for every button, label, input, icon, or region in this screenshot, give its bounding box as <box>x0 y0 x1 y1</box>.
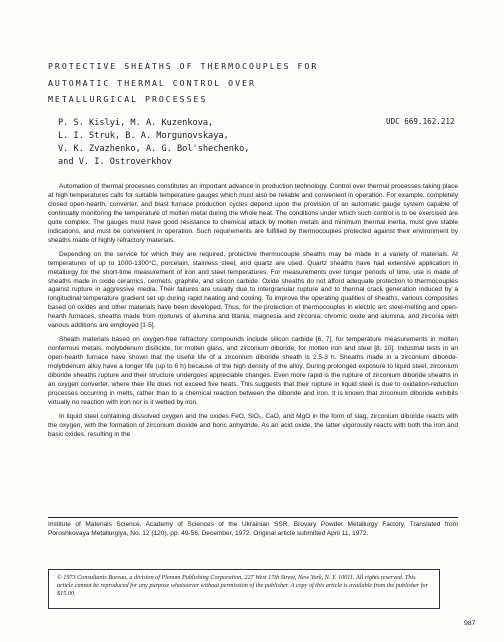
author-list <box>58 117 308 169</box>
author-line: L. I. Struk, B. A. Morgunovskaya, <box>58 131 229 141</box>
title-line: PROTECTIVE SHEATHS OF THERMOCOUPLES FOR <box>48 61 319 71</box>
author-line: P. S. Kislyi, M. A. Kuzenkova, <box>58 118 214 128</box>
body-paragraph: Automation of thermal processes constitutes an important advance in production technology. Control over thermal processes taking place at high temperatures calls for suitable temperature gauges which must also be reliable and convenient in operation. For example, completely closed open-hearth, converter, and blast furnace production cycles depend upon the provision of an automatic gauge system capable of continually monitoring the temperature of molten metal during the whole heat. The conditions under which such control is to be exercised are quite complex. The gauges must have good resistance to chemical attack by molten metals and minimum thermal inertia, must give stable indications, and must be convenient in operation. Such requirements are fulfilled by thermocouples protected against their environment by sheaths made of highly refractory materials. <box>48 183 458 244</box>
author-line: and V. I. Ostroverkhov <box>58 157 172 167</box>
title-line: METALLURGICAL PROCESSES <box>48 94 208 104</box>
body-paragraph: Sheath materials based on oxygen-free refractory compounds include silicon carbide [6, 7], for temperature measurements in molten nonferrous metals, molybdenum disilicide, for molten glass, and zirconium diboride, for molten iron and steel [8, 10]. Industrial tests in an open-hearth furnace have shown that the useful life of a zirconium diboride sheath is 2.5-3 h. Sheaths made in a zirconium diboride-molybdenum alloy have a longer life (up to 6 h) because of the high density of the alloy. During prolonged exposure to liquid steel, zirconium diboride sheaths rupture and their structure undergoes appreciable changes. Even more rapid is the rupture of zirconium diboride sheaths in an oxygen converter, where their life does not exceed five heats. This suggests that their rupture in liquid steel is due to oxidation-reduction processes occurring in melts, rather than to a chemical reaction between the diboride and iron. It is known that zirconium diboride exhibits virtually no reaction with iron nor is it wetted by iron. <box>48 336 458 406</box>
body-paragraph: In liquid steel containing dissolved oxygen and the oxides FeO, SiO₂, CaO, and MgO in the form of slag, zirconium diboride reacts with the oxygen, with the formation of zirconium dioxide and boric anhydride. As an acid oxide, the latter vigorously reacts with both the iron and basic oxides, resulting in the <box>48 412 458 438</box>
article-body <box>48 183 458 445</box>
title-line: AUTOMATIC THERMAL CONTROL OVER <box>48 77 256 88</box>
affiliation-footnote: Institute of Materials Science, Academy of Sciences of the Ukrainian SSR. Brovary Powder Metallurgy Factory. Translated from Poroshkovaya Metallurgiya, No. 12 (120), pp. 49-56, December, 1972. Original article submitted April 11, 1972. <box>48 521 458 537</box>
article-title <box>48 58 348 108</box>
footnote-divider <box>48 517 458 518</box>
udc-code: UDC 669.162.212 <box>386 117 455 126</box>
copyright-notice: © 1973 Consultants Bureau, a division of Plenum Publishing Corporation, 227 West 17th Street, New York, N. Y. 10011. All rights reserved. This article cannot be reproduced for any purpose whatsoever without permission of the publisher. A copy of this article is available from the publisher for $15.00. <box>48 569 440 609</box>
page-number: 987 <box>464 620 476 627</box>
body-paragraph: Depending on the service for which they are required, protective thermocouple sheaths may be made in a variety of materials. At temperatures of up to 1000-1300°C, porcelain, stainless steel, and quartz are used. Quartz sheaths have had extensive application in metallurgy for the short-time measurement of iron and steel temperatures. For measurements over longer periods of time, use is made of sheaths made in oxide ceramics, cermets, graphite, and silicon carbide. Oxide sheaths do not afford adequate protection to thermocouples against rupture in aggressive media. Their failures are usually due to intergranular rupture and to thermal crack generation induced by a longitudinal temperature gradient set up during rapid heating and cooling. To improve the operating qualities of sheaths, various composites based on oxides and other materials have been developed. Thus, for the protection of thermocouples in electric arc steel-melting and open-hearth furnaces, sheaths made from mixtures of alumina and titania, magnesia and zirconia, chromic oxide and alumina, and zirconia with various additions are employed [1-5]. <box>48 250 458 330</box>
author-line: V. K. Zvazhenko, A. G. Bol'shechenko, <box>58 144 250 154</box>
